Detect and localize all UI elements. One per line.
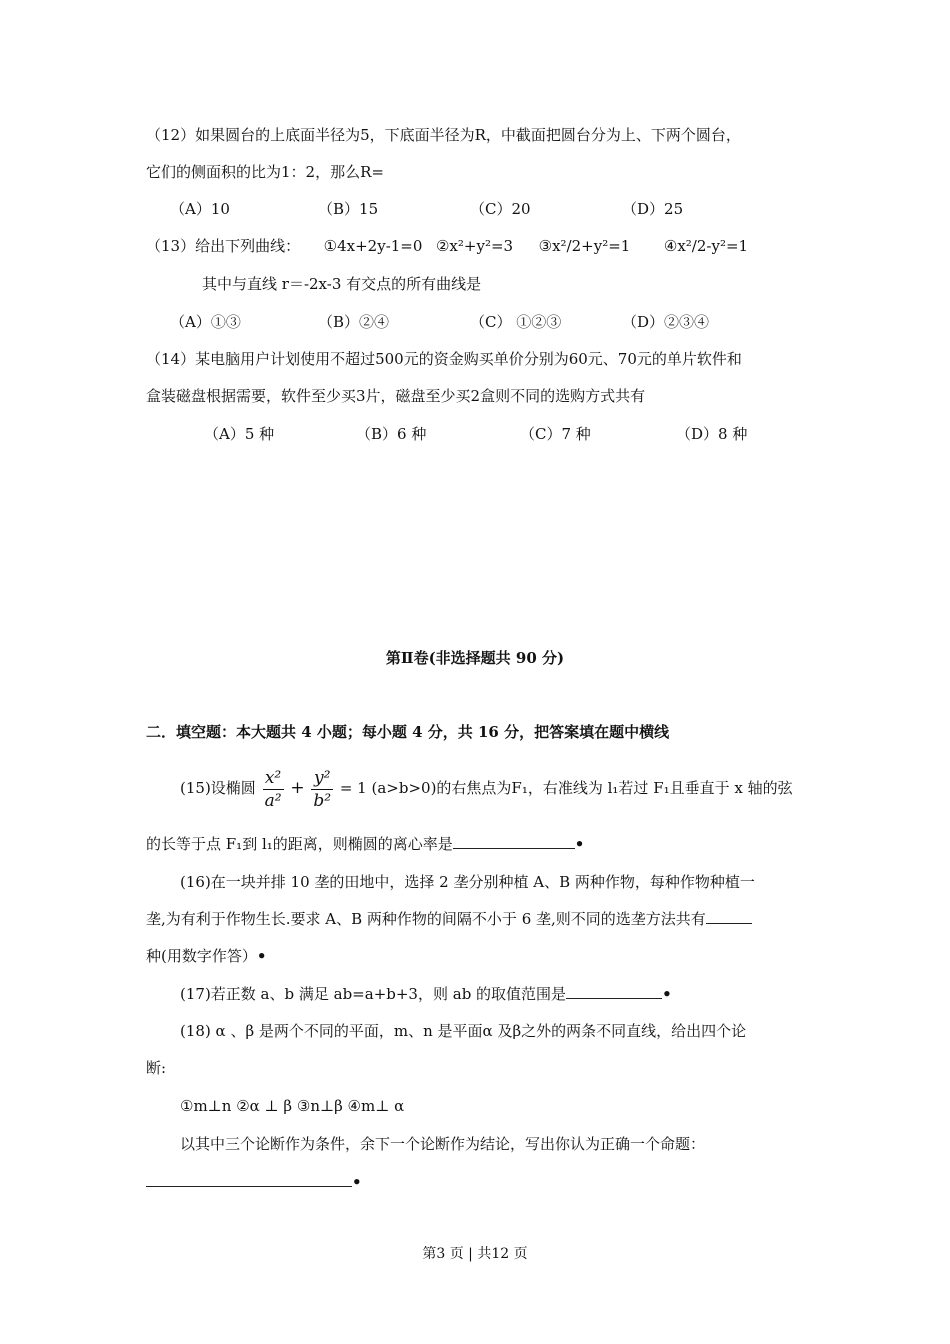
q14-line-1: （14）某电脑用户计划使用不超过500元的资金购买单价分别为60元、70元的单片软件和 [146, 350, 742, 368]
answer-blank-18[interactable] [146, 1172, 352, 1187]
q16-line-3-text: 种(用数字作答） [146, 947, 257, 965]
q15-line-2 [146, 834, 584, 854]
q13-line-1 [146, 236, 748, 256]
fraction-y-denominator: b² [313, 790, 332, 811]
q12-line-2: 它们的侧面积的比为1：2，那么R= [146, 163, 384, 181]
ellipse-fraction-y [311, 767, 333, 812]
q13-option-b: （B）②④ [318, 313, 390, 331]
q16-line-3 [146, 946, 266, 966]
q13-option-c: （C） ①②③ [470, 313, 562, 331]
q13-option-a: （A）①③ [170, 313, 241, 331]
q18-line-1: (18) α 、β 是两个不同的平面，m、n 是平面α 及β之外的两条不同直线，给出四个论 [180, 1022, 747, 1040]
q14-line-2: 盒装磁盘根据需要，软件至少买3片，磁盘至少买2盒则不同的选购方式共有 [146, 387, 646, 405]
q13-line-2: 其中与直线 r＝-2x-3 有交点的所有曲线是 [202, 275, 482, 293]
q14-option-b: （B）6 种 [356, 425, 427, 443]
q18-line-3: ①m⊥n ②α ⊥ β ③n⊥β ④m⊥ α [180, 1097, 405, 1115]
q15-period: • [574, 835, 585, 853]
answer-blank-15[interactable] [453, 834, 575, 849]
q18-line-2: 断: [146, 1059, 167, 1077]
q15-suffix: (a>b>0)的右焦点为F₁，右准线为 l₁若过 F₁且垂直于 x 轴的弦 [371, 779, 793, 797]
q18-line-4: 以其中三个论断作为条件，余下一个论断作为结论，写出你认为正确一个命题： [180, 1135, 706, 1153]
q13-curve-2: ②x²+y²=3 [435, 237, 514, 255]
q13-curve-4: ④x²/2-y²=1 [663, 237, 749, 255]
q16-line-1: (16)在一块并排 10 垄的田地中，选择 2 垄分别种植 A、B 两种作物，每种作物种植一 [180, 873, 755, 891]
q15-line-1: (15)设椭圆 $\frac{\text{x²}}{\text{a²}}$ + $\frac{\text{y²}}{\text{b²}}$ = 1 (a>b>0)的右焦点为F₁，右准线为 l₁若过 F₁且垂直于 x 轴的弦 [180, 767, 793, 811]
q15-prefix: (15)设椭圆 [180, 779, 256, 797]
q16-line-2-text: 垄,为有利于作物生长.要求 A、B 两种作物的间隔不小于 6 垄,则不同的选垄方法共有 [146, 910, 706, 928]
q18-period: • [352, 1173, 362, 1191]
q17-line-1-text: (17)若正数 a、b 满足 ab=a+b+3，则 ab 的取值范围是 [180, 985, 567, 1003]
q12-option-d: （D）25 [622, 200, 684, 218]
q12-line-1: （12）如果圆台的上底面半径为5，下底面半径为R，中截面把圆台分为上、下两个圆台， [146, 126, 741, 144]
q16-line-2 [146, 909, 752, 929]
q12-option-a: （A）10 [170, 200, 230, 218]
page-footer: 第3 页 | 共12 页 [422, 1246, 528, 1262]
q13-curve-3: ③x²/2+y²=1 [538, 237, 631, 255]
part2-title: 第Ⅱ卷(非选择题共 90 分) [385, 649, 565, 667]
q15-equals: = 1 [339, 779, 367, 797]
q14-option-a: （A）5 种 [204, 425, 275, 443]
section2-heading: 二．填空题：本大题共 4 小题；每小题 4 分，共 16 分，把答案填在题中横线 [146, 723, 670, 741]
q14-option-c: （C）7 种 [520, 425, 591, 443]
ellipse-fraction-x [263, 767, 284, 812]
q15-line-2-text: 的长等于点 F₁到 l₁的距离，则椭圆的离心率是 [146, 835, 453, 853]
q13-lead: （13）给出下列曲线： [146, 237, 301, 255]
answer-blank-16[interactable] [706, 909, 752, 924]
fraction-x-numerator: x² [263, 767, 284, 790]
fraction-x-denominator: a² [264, 790, 282, 811]
answer-blank-17[interactable] [566, 984, 662, 999]
fraction-y-numerator: y² [311, 767, 333, 790]
q16-period: • [256, 947, 267, 965]
q13-option-d: （D）②③④ [622, 313, 710, 331]
q12-option-b: （B）15 [318, 200, 379, 218]
q17-line-1 [180, 984, 672, 1004]
q18-line-5 [146, 1172, 362, 1192]
q14-option-d: （D）8 种 [676, 425, 748, 443]
q12-option-c: （C）20 [470, 200, 531, 218]
q13-curve-1: ①4x+2y-1=0 [323, 237, 423, 255]
q17-period: • [662, 985, 672, 1003]
